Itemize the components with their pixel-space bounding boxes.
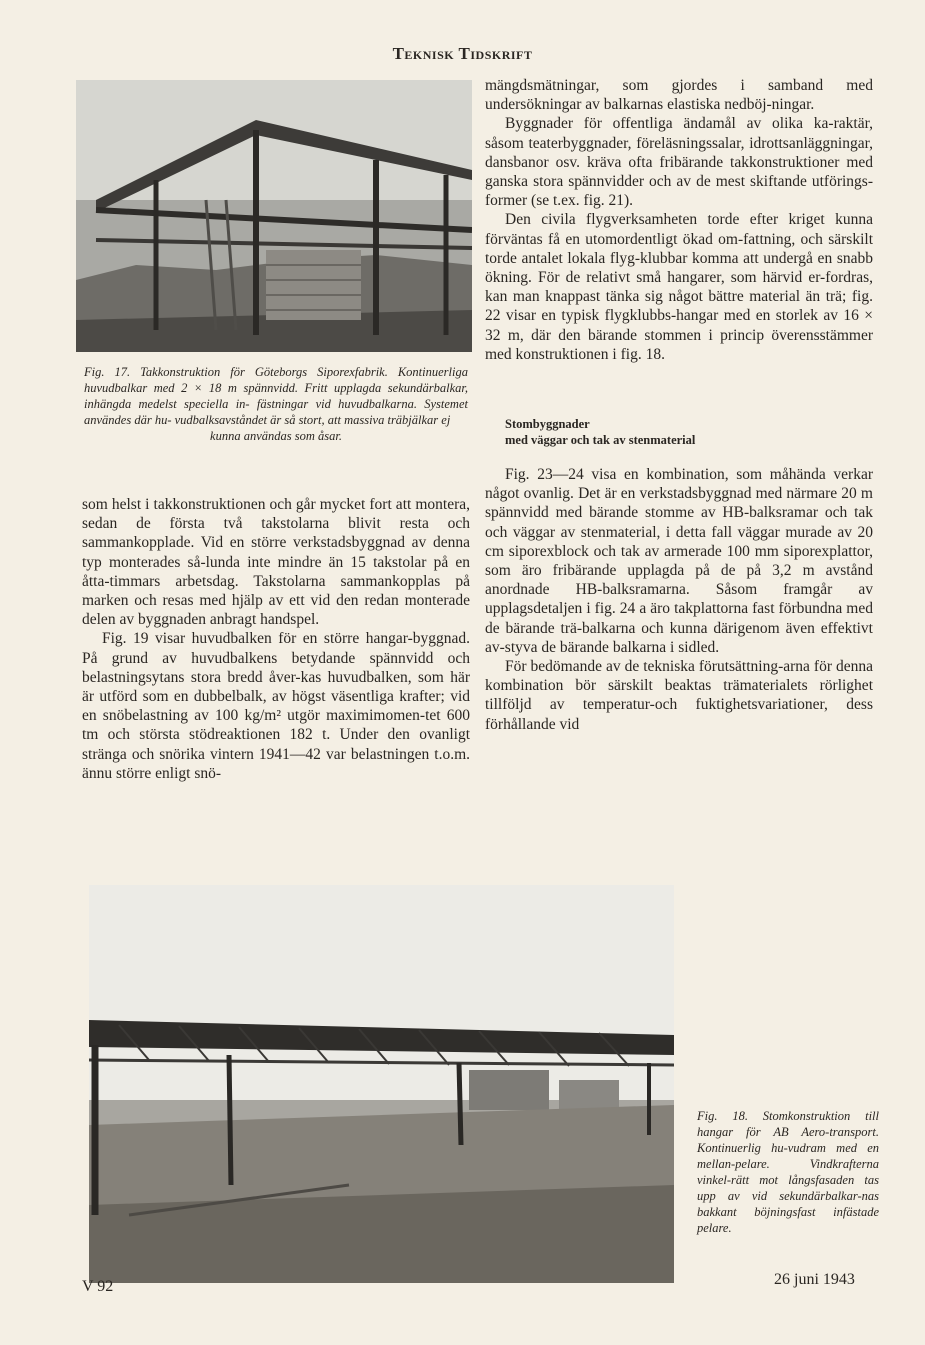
paragraph: som helst i takkonstruktionen och går mycket fort att montera, sedan de första två takstolarna blivit resta och sammankopplade. Vid en större verkstadsbyggnad av denna typ monterades så-lunda inte mindre än 15 takstolar på en åtta-timmars arbetsdag. Takstolarna sammankopplas på marken och resas med hjälp av ett vid den redan monterade delen av byggnaden anbragt handspel. [82,496,470,629]
right-column [485,76,873,734]
fig18-caption: Fig. 18. Stomkonstruktion till hangar för AB Aero-transport. Kontinuerlig hu-vudram med en mellan-pelare. Vindkrafterna vinkel-rätt mot långsfasaden tas upp av vid sekundärbalkar-nas bakkant böjningsfast infästade pelare. [697,1109,879,1235]
fig17-caption-line: fästningar vid huvudbalkarna. Systemet användes där hu- [84,397,468,427]
paragraph: För bedömande av de tekniska förutsättning-arna för denna kombination bör särskilt beaktas trämaterialets rörlighet tillföljd av temperatur-och fuktighetsvariationer, dess förhållande vid [485,658,873,733]
page-header-title: Teknisk Tidskrift [392,44,533,63]
fig17-caption [84,364,468,444]
page-number: V 92 [82,1278,114,1295]
fig17-caption-last: kunna användas som åsar. [210,429,342,443]
fig17-caption-line: Fig. 17. Takkonstruktion för Göteborgs Siporexfabrik. [84,365,398,379]
fig17-caption-line: upplagda sekundärbalkar, inhängda medelst speciella in- [84,381,468,411]
section-heading-line: med väggar och tak av stenmaterial [505,433,696,448]
paragraph: mängdsmätningar, som gjordes i samband med undersökningar av balkarnas elastiska nedböj-ningar. [485,77,873,114]
fig17-caption-line: Kontinuerliga huvudbalkar med 2 × 18 m spännvidd. Fritt [84,365,468,395]
section-heading [505,416,873,448]
fig17-photo [76,80,472,352]
left-column [82,495,470,783]
paragraph: Fig. 23—24 visa en kombination, som måhända verkar något ovanlig. Det är en verkstadsbyggnad med närmare 20 m spännvidd med bärande stomme av HB-balksramar och tak och väggar av stenmaterial, i detta fall väggar murade av 20 cm siporexblock och tak av armerade 100 mm siporexplattor, som äro fribärande upplagda på de på 3,2 m avstånd anordnade HB-balksramarna. Såsom framgår av upplagsdetaljen i fig. 24 a äro takplattorna fast förbundna med de bärande trä-balkarna och kunna därigenom även effektivt av-styva de bärande balkarna i sidled. [485,466,873,656]
paragraph: Byggnader för offentliga ändamål av olika ka-raktär, såsom teaterbyggnader, föreläsningssalar, idrottsanläggningar, dansbanor osv. kräva ofta fribärande takkonstruktioner med ganska stora spännvidder och av de mest skiftande utförings-former (se t.ex. fig. 21). [485,115,873,210]
fig17-caption-line: vudbalksavståndet är så stort, att massiva träbjälkar ej [174,413,451,427]
issue-date: 26 juni 1943 [774,1271,855,1288]
paragraph: Fig. 19 visar huvudbalken för en större hangar-byggnad. På grund av huvudbalkens betydande spännvidd och belastningsytans stora bredd åver-kas huvudbalken, som här är utförd som en dubbelbalk, av högst väsentliga krafter; vid en snöbelastning av 100 kg/m² utgör maximimomen-tet 600 tm och största stödreaktionen 182 t. Under den ovanligt stränga och snörika vintern 1941—42 var belastningen t.o.m. ännu större enligt snö- [82,630,470,782]
paragraph: Den civila flygverksamheten torde efter kriget kunna förväntas få en utomordentligt ökad om-fattning, och särskilt torde antalet lokala flyg-klubbar komma att undergå en snabb ökning. För de relativt små hangarer, som härvid er-fordras, kan man knappast tänka sig något bättre material än trä; fig. 22 visar en typisk flygklubbs-hangar med en storlek av 16 × 32 m, där den bärande stommen i princip överensstämmer med konstruktionen i fig. 18. [485,211,873,363]
section-heading-line: Stombyggnader [505,417,590,432]
fig18-photo [89,885,674,1283]
